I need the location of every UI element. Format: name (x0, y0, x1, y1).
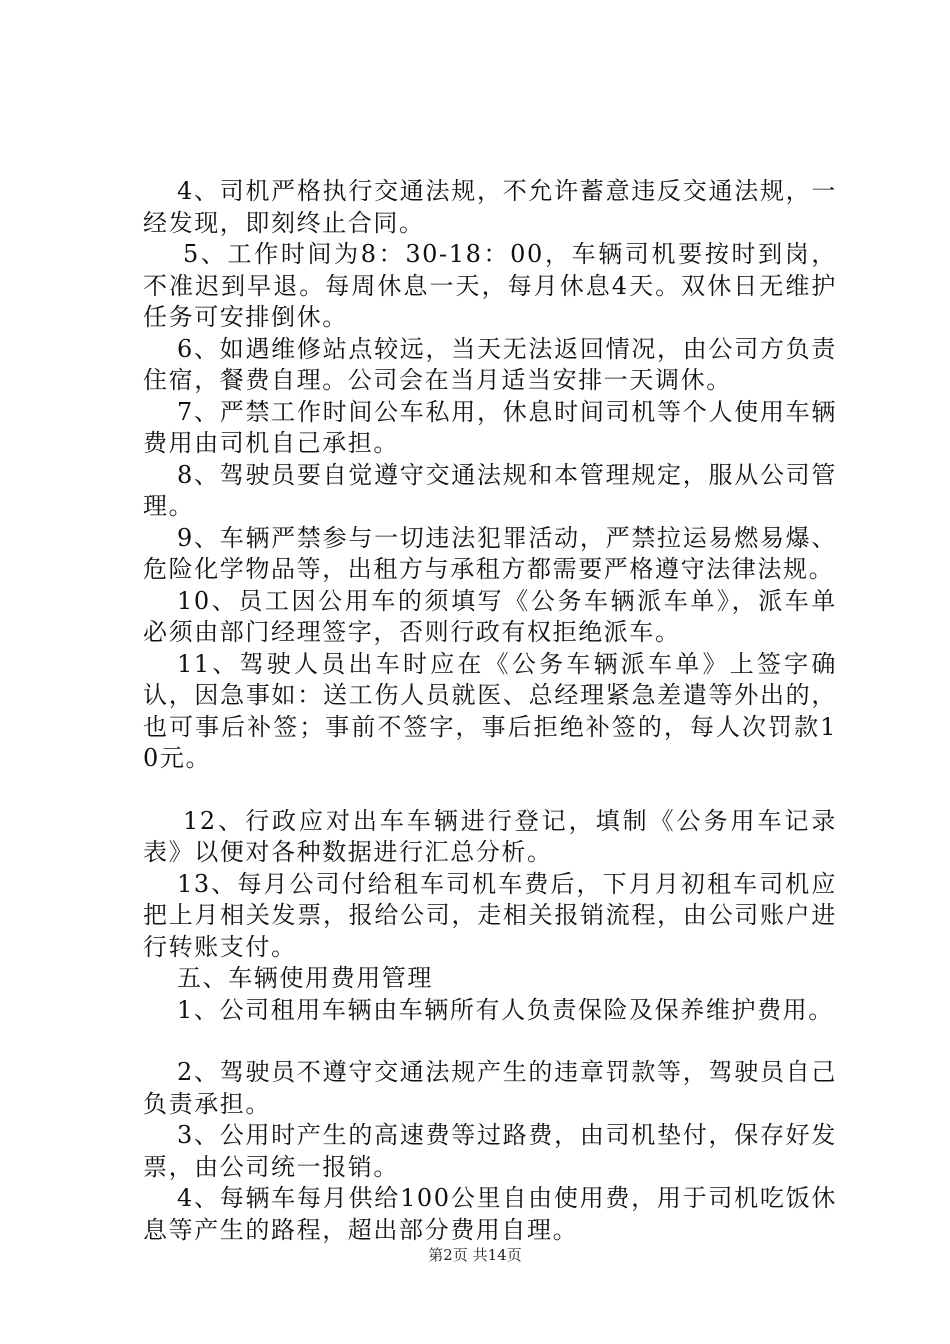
paragraph-fee-1: 1、公司租用车辆由车辆所有人负责保险及保养维护费用。 (177, 995, 834, 1024)
page-number-footer: 第2页 共14页 (428, 1246, 522, 1264)
paragraph-gap (143, 1026, 837, 1057)
paragraph-fee-2: 2、驾驶员不遵守交通法规产生的违章罚款等，驾驶员自己负责承担。 (143, 1058, 837, 1118)
paragraph-rule-10: 10、员工因公用车的须填写《公务车辆派车单》，派车单必须由部门经理签字，否则行政有权拒绝派车。 (143, 586, 837, 646)
paragraph-rule-12: 12、行政应对出车车辆进行登记，填制《公务用车记录表》以便对各种数据进行汇总分析。 (143, 806, 837, 866)
section-heading-5: 五、车辆使用费用管理 (177, 964, 433, 992)
paragraph-rule-11: 11、驾驶人员出车时应在《公务车辆派车单》上签字确认，因急事如：送工伤人员就医、总经理紧急差遣等外出的，也可事后补签；事前不签字，事后拒绝补签的，每人次罚款10元。 (143, 649, 837, 772)
document-body (143, 176, 837, 1246)
paragraph-rule-8: 8、驾驶员要自觉遵守交通法规和本管理规定，服从公司管理。 (143, 460, 837, 520)
paragraph-rule-9: 9、车辆严禁参与一切违法犯罪活动，严禁拉运易燃易爆、危险化学物品等，出租方与承租方都需要严格遵守法律法规。 (143, 523, 837, 583)
paragraph-rule-4: 4、司机严格执行交通法规，不允许蓄意违反交通法规，一经发现，即刻终止合同。 (143, 177, 837, 237)
paragraph-fee-4: 4、每辆车每月供给100公里自由使用费，用于司机吃饭休息等产生的路程，超出部分费用自理。 (143, 1184, 837, 1244)
paragraph-gap (143, 775, 837, 806)
paragraph-fee-3: 3、公用时产生的高速费等过路费，由司机垫付，保存好发票，由公司统一报销。 (143, 1121, 837, 1181)
paragraph-rule-13: 13、每月公司付给租车司机车费后，下月月初租车司机应把上月相关发票，报给公司，走相关报销流程，由公司账户进行转账支付。 (143, 869, 837, 961)
paragraph-rule-5: 5、工作时间为8：30-18：00，车辆司机要按时到岗，不准迟到早退。每周休息一天，每月休息4天。双休日无维护任务可安排倒休。 (143, 240, 837, 331)
paragraph-rule-7: 7、严禁工作时间公车私用，休息时间司机等个人使用车辆费用由司机自己承担。 (143, 397, 837, 457)
paragraph-rule-6: 6、如遇维修站点较远，当天无法返回情况，由公司方负责住宿，餐费自理。公司会在当月适当安排一天调休。 (143, 334, 837, 394)
